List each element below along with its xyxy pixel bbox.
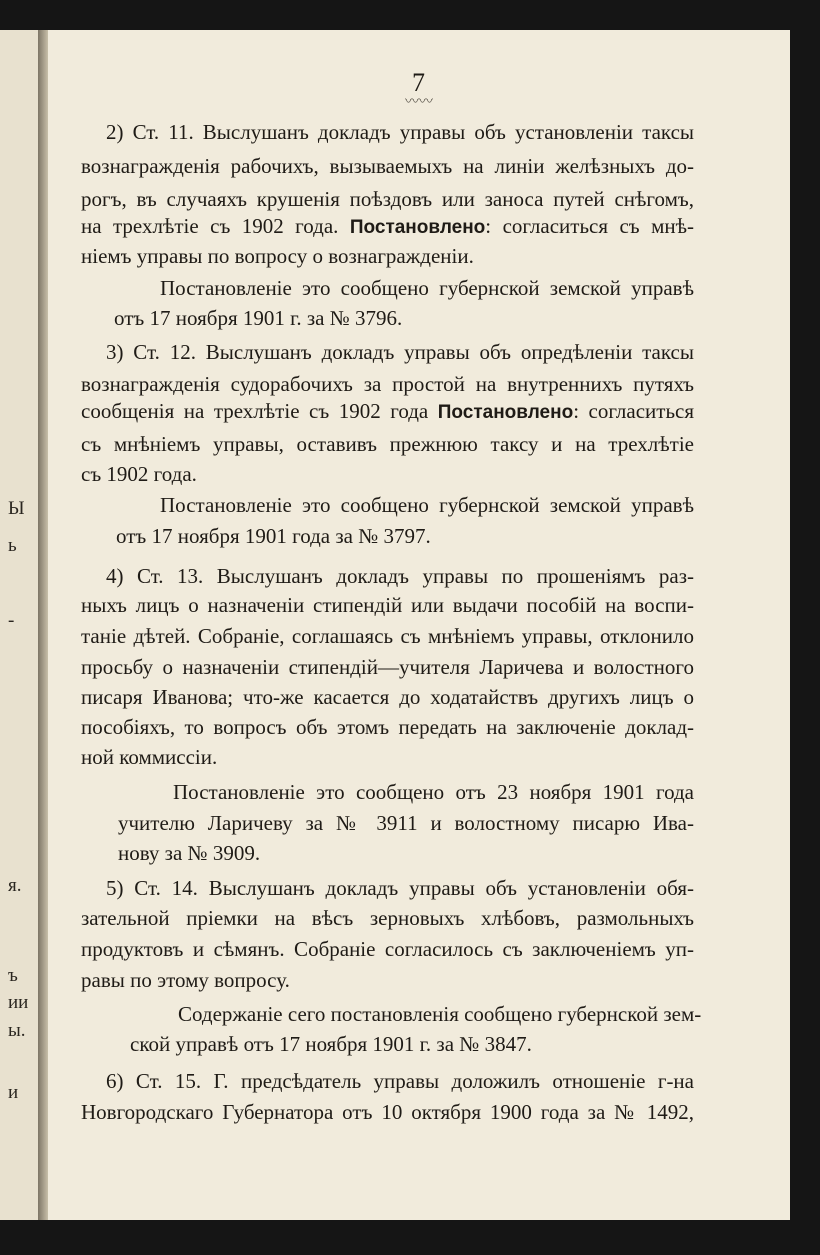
text-line: съ мнѣніемъ управы, оставивъ прежнюю таксу и на трехлѣтіе [81,432,694,456]
margin-fragment: Ы [8,498,25,519]
text-line: 6) Ст. 15. Г. предсѣдатель управы доложилъ отношеніе г-на [106,1069,694,1093]
text-line: просьбу о назначеніи стипендій—учителя Ларичева и волостного [81,655,694,679]
text-line: нову за № 3909. [118,841,261,865]
text-line: съ 1902 года. [81,462,197,486]
text-line: Новгородскаго Губернатора отъ 10 октября 1900 года за № 1492, [81,1100,694,1124]
resolution-keyword: Постановлено [349,217,486,238]
text-line: на трехлѣтіе съ 1902 года. Постановлено: согласиться съ мнѣ- [81,214,695,238]
text-line: Постановленіе это сообщено губернской земской управѣ [160,493,694,517]
margin-fragment: я. [8,875,22,896]
text-line: писаря Иванова; что-же касается до ходатайствъ другихъ лицъ о [81,685,694,709]
margin-fragment: ы. [8,1020,26,1041]
text-line: учителю Ларичеву за № 3911 и волостному писарю Ива- [118,811,694,835]
document-page [48,30,790,1220]
margin-fragment: и [8,1082,19,1103]
text-line: вознагражденія рабочихъ, вызываемыхъ на линіи желѣзныхъ до- [81,154,694,178]
margin-fragment: ии [8,992,29,1013]
text-line: отъ 17 ноября 1901 года за № 3797. [116,524,431,548]
text-line: ной коммиссіи. [81,745,218,769]
text-line: вознагражденія судорабочихъ за простой на внутреннихъ путяхъ [81,372,694,396]
page-number-ornament: 〰〰 [405,95,433,110]
text-line: 4) Ст. 13. Выслушанъ докладъ управы по прошеніямъ раз- [106,564,694,588]
margin-fragment: ь [8,535,17,556]
text-line: 3) Ст. 12. Выслушанъ докладъ управы объ опредѣленіи таксы [106,340,694,364]
text-line: Постановленіе это сообщено отъ 23 ноября 1901 года [173,780,694,804]
text-line: таніе дѣтей. Собраніе, соглашаясь съ мнѣніемъ управы, отклонило [81,624,694,648]
text-line: рогъ, въ случаяхъ крушенія поѣздовъ или заноса путей снѣгомъ, [81,187,694,211]
margin-fragment: ъ [8,965,18,986]
book-gutter [38,30,48,1220]
text-line: пособіяхъ, то вопросъ объ этомъ передать на заключеніе доклад- [81,715,694,739]
text-line: Содержаніе сего постановленія сообщено губернской зем- [178,1002,702,1026]
text-line: 2) Ст. 11. Выслушанъ докладъ управы объ установленіи таксы [106,120,694,144]
text-line: Постановленіе это сообщено губернской земской управѣ [160,276,694,300]
text-line: ской управѣ отъ 17 ноября 1901 г. за № 3847. [130,1032,532,1056]
text-line: ныхъ лицъ о назначеніи стипендій или выдачи пособій на воспи- [81,593,694,617]
resolution-keyword: Постановлено [437,402,574,423]
text-line: зательной пріемки на вѣсъ зерновыхъ хлѣбовъ, размольныхъ [81,906,694,930]
margin-fragment: - [8,610,15,631]
text-line: 5) Ст. 14. Выслушанъ докладъ управы объ установленіи обя- [106,876,694,900]
text-line: продуктовъ и сѣмянъ. Собраніе согласилось съ заключеніемъ уп- [81,937,694,961]
text-line: ніемъ управы по вопросу о вознагражденіи. [81,244,474,268]
text-line: отъ 17 ноября 1901 г. за № 3796. [114,306,403,330]
page-number: 7 〰〰 [48,68,790,108]
facing-page-edge [0,30,40,1220]
text-line: сообщенія на трехлѣтіе съ 1902 года Постановлено: согласиться [81,399,694,423]
text-line: равы по этому вопросу. [81,968,290,992]
